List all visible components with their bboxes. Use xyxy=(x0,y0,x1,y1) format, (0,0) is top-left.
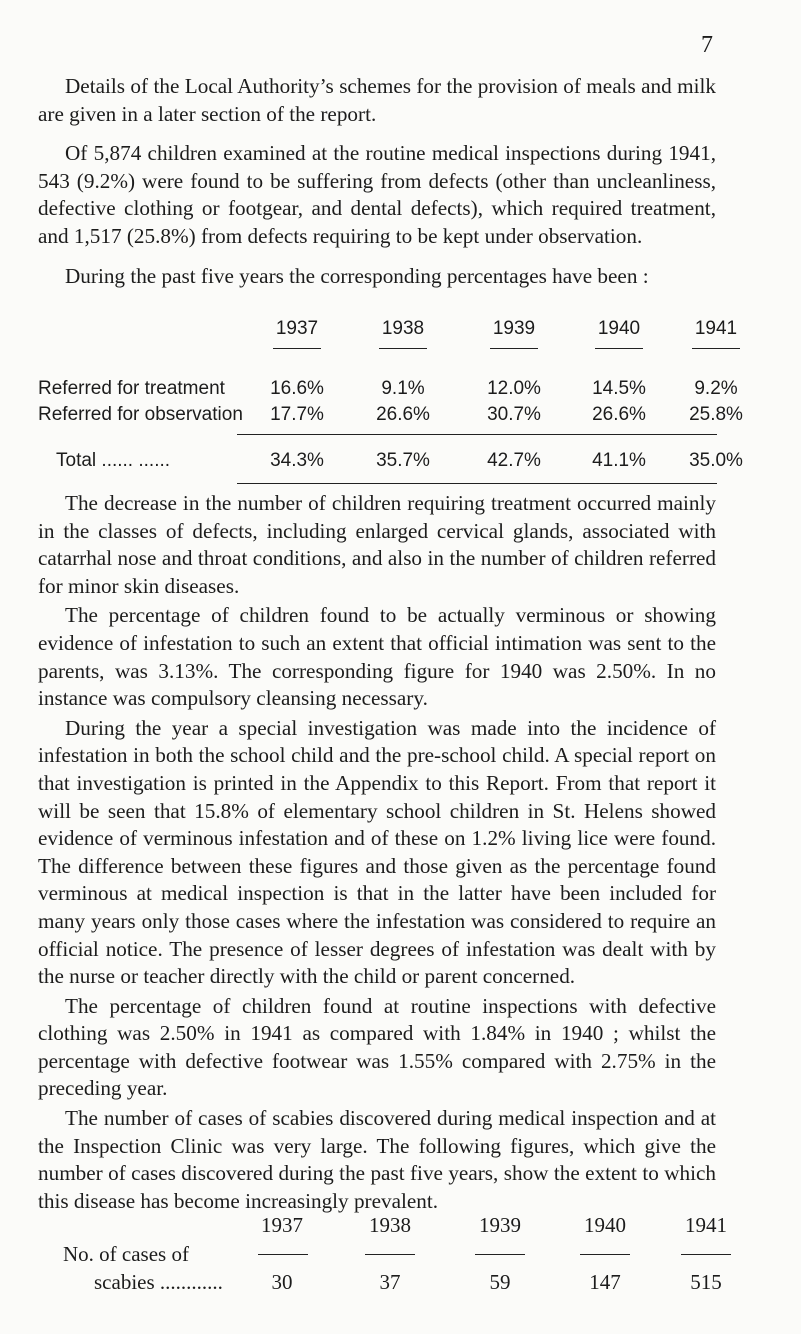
paragraph-investigation: During the year a special investigation was made into the incidence of infestation in both the school child and the pre-school child. A special report on that investigation is printed in the Appendix to this Report. From that report it will be seen that 15.8% of elementary school children in St. Helens showed evidence of verminous infestation and of these on 1.2% living lice were found. The difference between these figures and those given as the percentage found verminous at medical inspection is that in the latter have been included for many years only those cases where the infestation was considered to require an official notice. The presence of lesser degrees of infestation was dealt with by the nurse or teacher directly with the child or parent concerned. xyxy=(38,715,716,989)
table1-row-observation xyxy=(38,404,743,430)
paragraph-meals: Details of the Local Authority’s schemes for the provision of meals and milk are given in a later section of the report. xyxy=(38,74,716,126)
table2-label-line1: No. of cases of xyxy=(63,1242,189,1266)
row-label: Referred for observation xyxy=(38,404,243,425)
table1-rule-bottom xyxy=(237,483,717,484)
row-label: Total ...... ...... xyxy=(56,450,171,471)
cell: 26.6% xyxy=(376,404,430,425)
cell: 30.7% xyxy=(487,404,541,425)
cell: 35.7% xyxy=(376,450,430,471)
table2-value: 515 xyxy=(690,1270,722,1294)
cell: 14.5% xyxy=(592,378,646,399)
cell: 17.7% xyxy=(270,404,324,425)
table1-year-1940: 1940 xyxy=(579,318,659,349)
paragraph-inspections: Of 5,874 children examined at the routine medical inspections during 1941, 543 (9.2%) were found to be suffering from defects (other than uncleanliness, defective clothing or footgear, and dental defects), which required treatment, and 1,517 (25.8%) from defects requiring to be kept under observation. xyxy=(38,141,716,248)
table2-year-1941: 1941 xyxy=(685,1213,727,1237)
cell: 35.0% xyxy=(689,450,743,471)
paragraph-percentages-intro: During the past five years the corresponding percentages have been : xyxy=(65,263,649,288)
table2-year-1940: 1940 xyxy=(584,1213,626,1237)
table2-year-1937: 1937 xyxy=(261,1213,303,1237)
table2-year-1938: 1938 xyxy=(369,1213,411,1237)
cell: 34.3% xyxy=(270,450,324,471)
cell: 42.7% xyxy=(487,450,541,471)
table1-year-1937: 1937 xyxy=(257,318,337,349)
table2-value: 30 xyxy=(271,1270,293,1294)
cell: 9.1% xyxy=(381,378,425,399)
cell: 41.1% xyxy=(592,450,646,471)
table2-year-1939: 1939 xyxy=(479,1213,521,1237)
table2-value: 147 xyxy=(589,1270,621,1294)
table2-rule xyxy=(365,1254,415,1255)
table2-value: 59 xyxy=(489,1270,511,1294)
table2-label-line2: scabies ............ xyxy=(94,1270,223,1294)
paragraph-decrease: The decrease in the number of children requiring treatment occurred mainly in the classes of defects, including enlarged cervical glands, associated with catarrhal nose and throat conditions, and also in the number of children referred for minor skin diseases. xyxy=(38,491,716,598)
cell: 12.0% xyxy=(487,378,541,399)
table2-value: 37 xyxy=(379,1270,401,1294)
page-number: 7 xyxy=(701,32,713,58)
paragraph-clothing: The percentage of children found at routine inspections with defective clothing was 2.50% in 1941 as compared with 1.84% in 1940 ; whilst the percentage with defective footwear was 1.55% compared with 2.75% in the preceding year. xyxy=(38,993,716,1101)
table2-rule xyxy=(475,1254,525,1255)
cell: 26.6% xyxy=(592,404,646,425)
table1-year-1941: 1941 xyxy=(676,318,756,349)
cell: 16.6% xyxy=(270,378,324,399)
table1-row-treatment xyxy=(38,378,738,404)
table1-rule-top xyxy=(237,434,717,435)
table1-row-total xyxy=(38,450,743,476)
cell: 9.2% xyxy=(694,378,738,399)
table1-year-1938: 1938 xyxy=(363,318,443,349)
row-label: Referred for treatment xyxy=(38,378,225,399)
table2-rule xyxy=(580,1254,630,1255)
intro-text xyxy=(38,73,716,302)
table2-rule xyxy=(681,1254,731,1255)
cell: 25.8% xyxy=(689,404,743,425)
body-text xyxy=(38,490,716,1217)
table1-year-1939: 1939 xyxy=(474,318,554,349)
paragraph-verminous: The percentage of children found to be actually verminous or showing evidence of infestation to such an extent that official intimation was sent to the parents, was 3.13%. The corresponding figure for 1940 was 2.50%. In no instance was compulsory cleansing necessary. xyxy=(38,603,716,711)
table2-rule xyxy=(258,1254,308,1255)
paragraph-scabies: The number of cases of scabies discovered during medical inspection and at the Inspection Clinic was very large. The following figures, which give the number of cases discovered during the past five years, show the extent to which this disease has become increasingly prevalent. xyxy=(38,1106,716,1213)
